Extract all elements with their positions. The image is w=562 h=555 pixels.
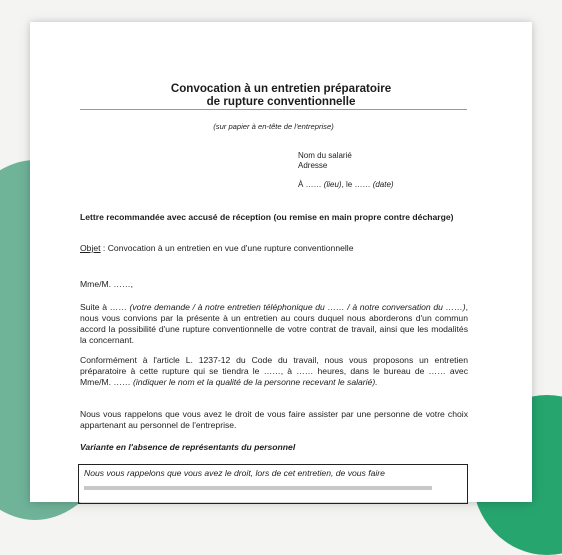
paragraph-2 xyxy=(80,355,468,388)
document-page xyxy=(30,22,532,502)
subject-label: Objet xyxy=(80,243,101,253)
variant-ghost-line xyxy=(84,482,462,493)
subject-text: : Convocation à un entretien en vue d'une rupture conventionnelle xyxy=(100,243,354,253)
recipient-address: Adresse xyxy=(298,161,328,170)
p1-start: Suite à …… xyxy=(80,302,130,312)
place-prefix: À …… xyxy=(298,180,324,189)
delivery-method: Lettre recommandée avec accusé de réception (ou remise en main propre contre décharge) xyxy=(80,212,454,222)
paragraph-1 xyxy=(80,302,468,346)
salutation: Mme/M. ……, xyxy=(80,279,133,289)
date-prefix: , le …… xyxy=(341,180,373,189)
recipient-name: Nom du salarié xyxy=(298,151,352,160)
variant-heading: Variante en l'absence de représentants du personnel xyxy=(80,442,296,452)
p1-end: , nous vous convions par la présente à un entretien au cours duquel nous aborderons d'un commun accord la possibilité d'une rupture conventionnelle de votre contrat de travail, ainsi que les modalités la concernant. xyxy=(80,302,469,345)
title-divider xyxy=(80,109,467,110)
place-date-line xyxy=(298,180,394,190)
place-placeholder: (lieu) xyxy=(323,180,342,189)
paragraph-3: Nous vous rappelons que vous avez le droit de vous faire assister par une personne de votre choix appartenant au personnel de l'entreprise. xyxy=(80,409,468,430)
p2-italic: (indiquer le nom et la qualité de la personne recevant le salarié). xyxy=(133,377,378,387)
variant-box xyxy=(78,464,468,504)
title-line-2: de rupture conventionnelle xyxy=(206,95,356,109)
variant-text: Nous vous rappelons que vous avez le droit, lors de cet entretien, de vous faire xyxy=(84,468,385,478)
date-placeholder: (date) xyxy=(372,180,394,189)
p1-italic: (votre demande / à notre entretien téléphonique du …… / à notre conversation du ……) xyxy=(129,302,466,312)
p2-start: Conformément à l'article L. 1237-12 du Code du travail, nous vous proposons un entretien préparatoire à cette rupture qui se tiendra le ……, à …… heures, dans le bureau de …… avec Mme/M. …… xyxy=(80,355,468,387)
document-title xyxy=(80,82,482,109)
letterhead-note: (sur papier à en-tête de l'entreprise) xyxy=(213,122,334,131)
subject-line xyxy=(80,243,468,254)
title-line-1: Convocation à un entretien préparatoire xyxy=(170,82,392,95)
